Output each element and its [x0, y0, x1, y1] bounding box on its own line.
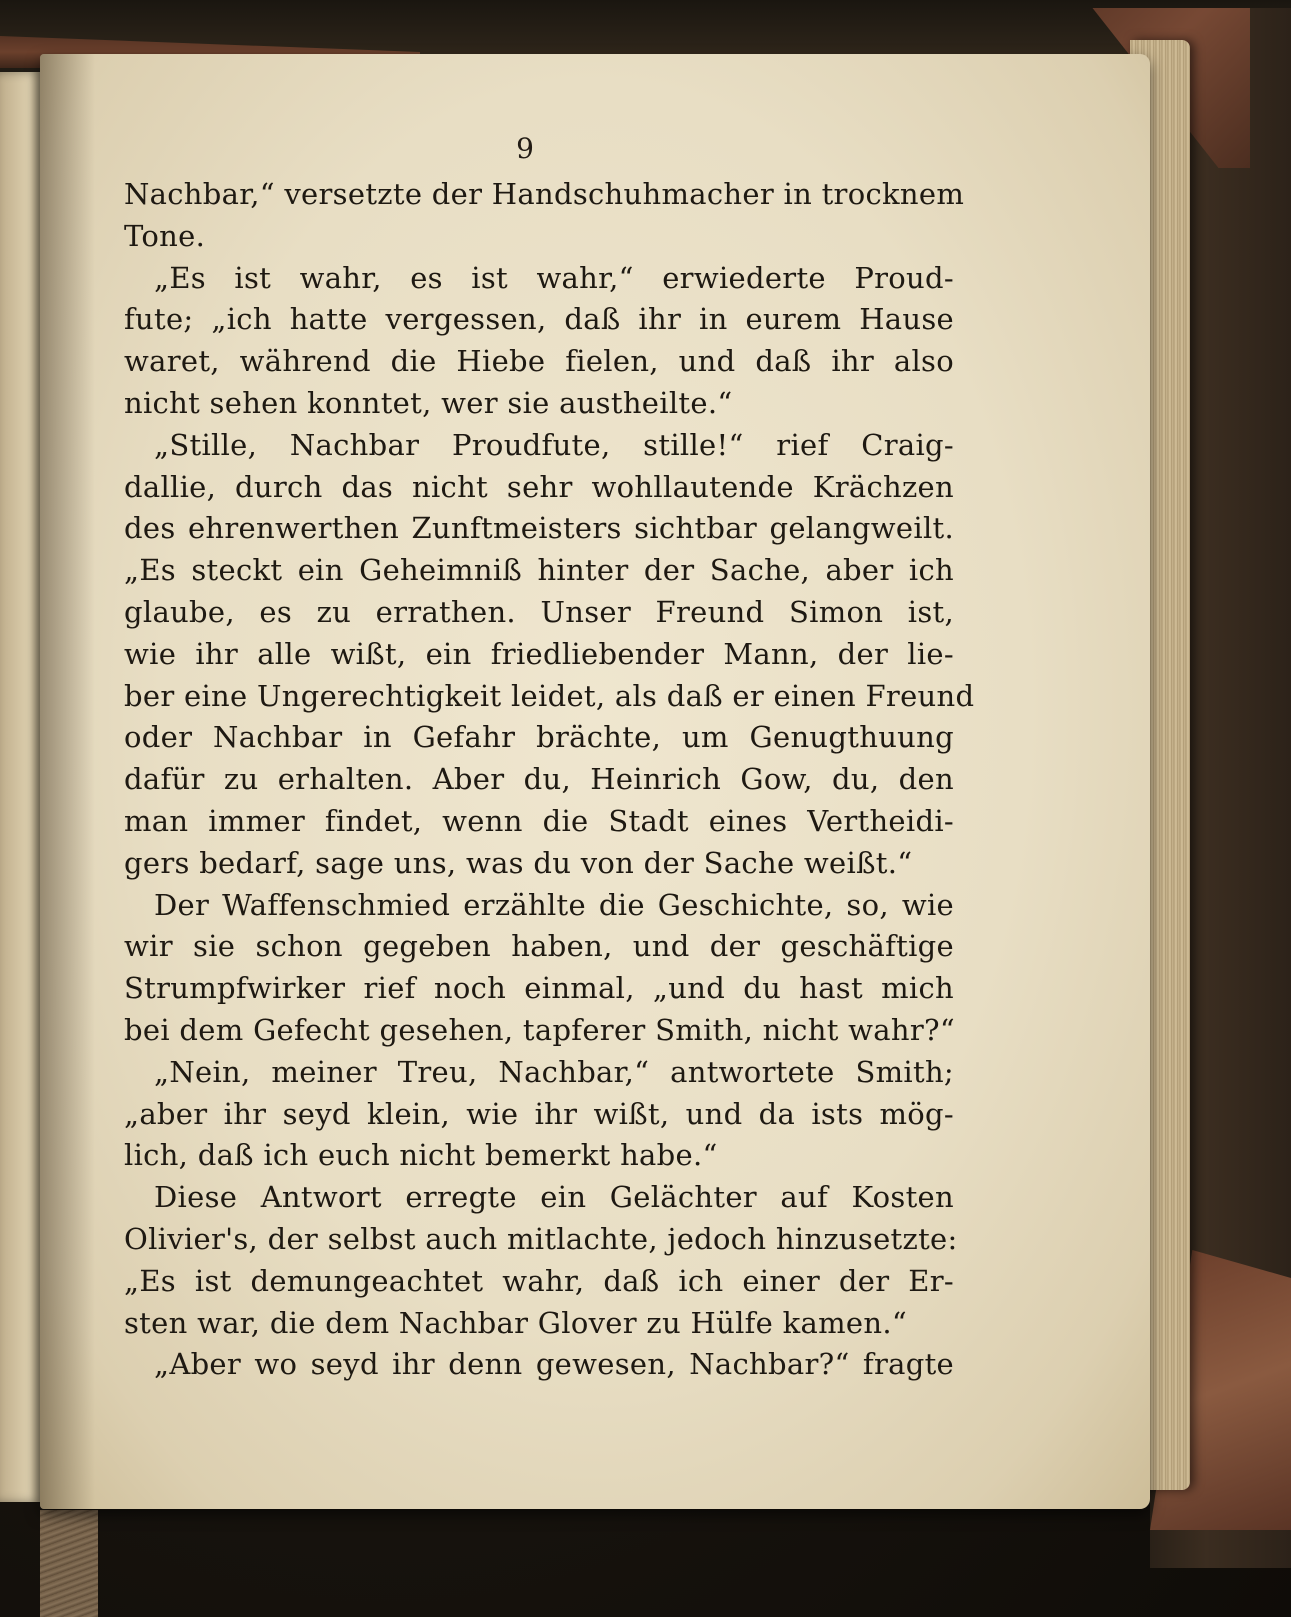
- text-line: Tone.: [124, 218, 206, 253]
- text-line: nicht sehen konntet, wer sie austheilte.“: [124, 385, 733, 420]
- text-line: wie ihr alle wißt, ein friedliebender Mann, der lie-: [124, 636, 954, 671]
- text-line: bei dem Gefecht gesehen, tapferer Smith, nicht wahr?“: [124, 1012, 955, 1047]
- text-line: waret, während die Hiebe fielen, und daß ihr also: [124, 344, 954, 379]
- text-line: glaube, es zu errathen. Unser Freund Simon ist,: [124, 594, 954, 629]
- facing-page-edge: [0, 72, 42, 1502]
- text-line: man immer findet, wenn die Stadt eines Vertheidi-: [124, 803, 954, 838]
- text-line: oder Nachbar in Gefahr brächte, um Genugthuung: [124, 720, 954, 755]
- text-line: „Es ist demungeachtet wahr, daß ich einer der Er-: [124, 1263, 954, 1298]
- text-line: lich, daß ich euch nicht bemerkt habe.“: [124, 1138, 718, 1173]
- text-line: gers bedarf, sage uns, was du von der Sache weißt.“: [124, 845, 913, 880]
- text-line: fute; „ich hatte vergessen, daß ihr in eurem Hause: [124, 302, 954, 337]
- text-line: „aber ihr seyd klein, wie ihr wißt, und da ists mög-: [124, 1096, 954, 1131]
- text-line: Olivier's, der selbst auch mitlachte, jedoch hinzusetzte:: [124, 1221, 958, 1256]
- ribbon-bookmark: [40, 1510, 98, 1617]
- text-line: dallie, durch das nicht sehr wohllautende Krächzen: [124, 469, 954, 504]
- text-line: Der Waffenschmied erzählte die Geschichte, so, wie: [154, 887, 954, 922]
- text-line: „Nein, meiner Treu, Nachbar,“ antwortete Smith;: [154, 1054, 954, 1089]
- text-line: Nachbar,“ versetzte der Handschuhmacher in trocknem: [124, 177, 965, 211]
- text-line: dafür zu erhalten. Aber du, Heinrich Gow, du, den: [124, 762, 954, 797]
- text-line: Strumpfwirker rief noch einmal, „und du hast mich: [124, 971, 954, 1006]
- body-text: [124, 174, 975, 1386]
- page-number: 9: [516, 132, 534, 165]
- text-line: „Es steckt ein Geheimniß hinter der Sache, aber ich: [124, 553, 954, 588]
- text-line: wir sie schon gegeben haben, und der geschäftige: [124, 929, 954, 964]
- text-line: des ehrenwerthen Zunftmeisters sichtbar gelangweilt.: [124, 511, 954, 546]
- text-line: ber eine Ungerechtigkeit leidet, als daß er einen Freund: [124, 678, 975, 713]
- text-line: „Stille, Nachbar Proudfute, stille!“ rief Craig-: [154, 427, 954, 462]
- text-line: „Es ist wahr, es ist wahr,“ erwiederte Proud-: [154, 260, 954, 295]
- book-page: [40, 54, 1150, 1509]
- text-line: „Aber wo seyd ihr denn gewesen, Nachbar?“ fragte: [154, 1347, 954, 1382]
- gutter-shadow: [40, 54, 95, 1509]
- text-line: Diese Antwort erregte ein Gelächter auf Kosten: [154, 1180, 954, 1215]
- text-line: sten war, die dem Nachbar Glover zu Hülfe kamen.“: [124, 1305, 908, 1340]
